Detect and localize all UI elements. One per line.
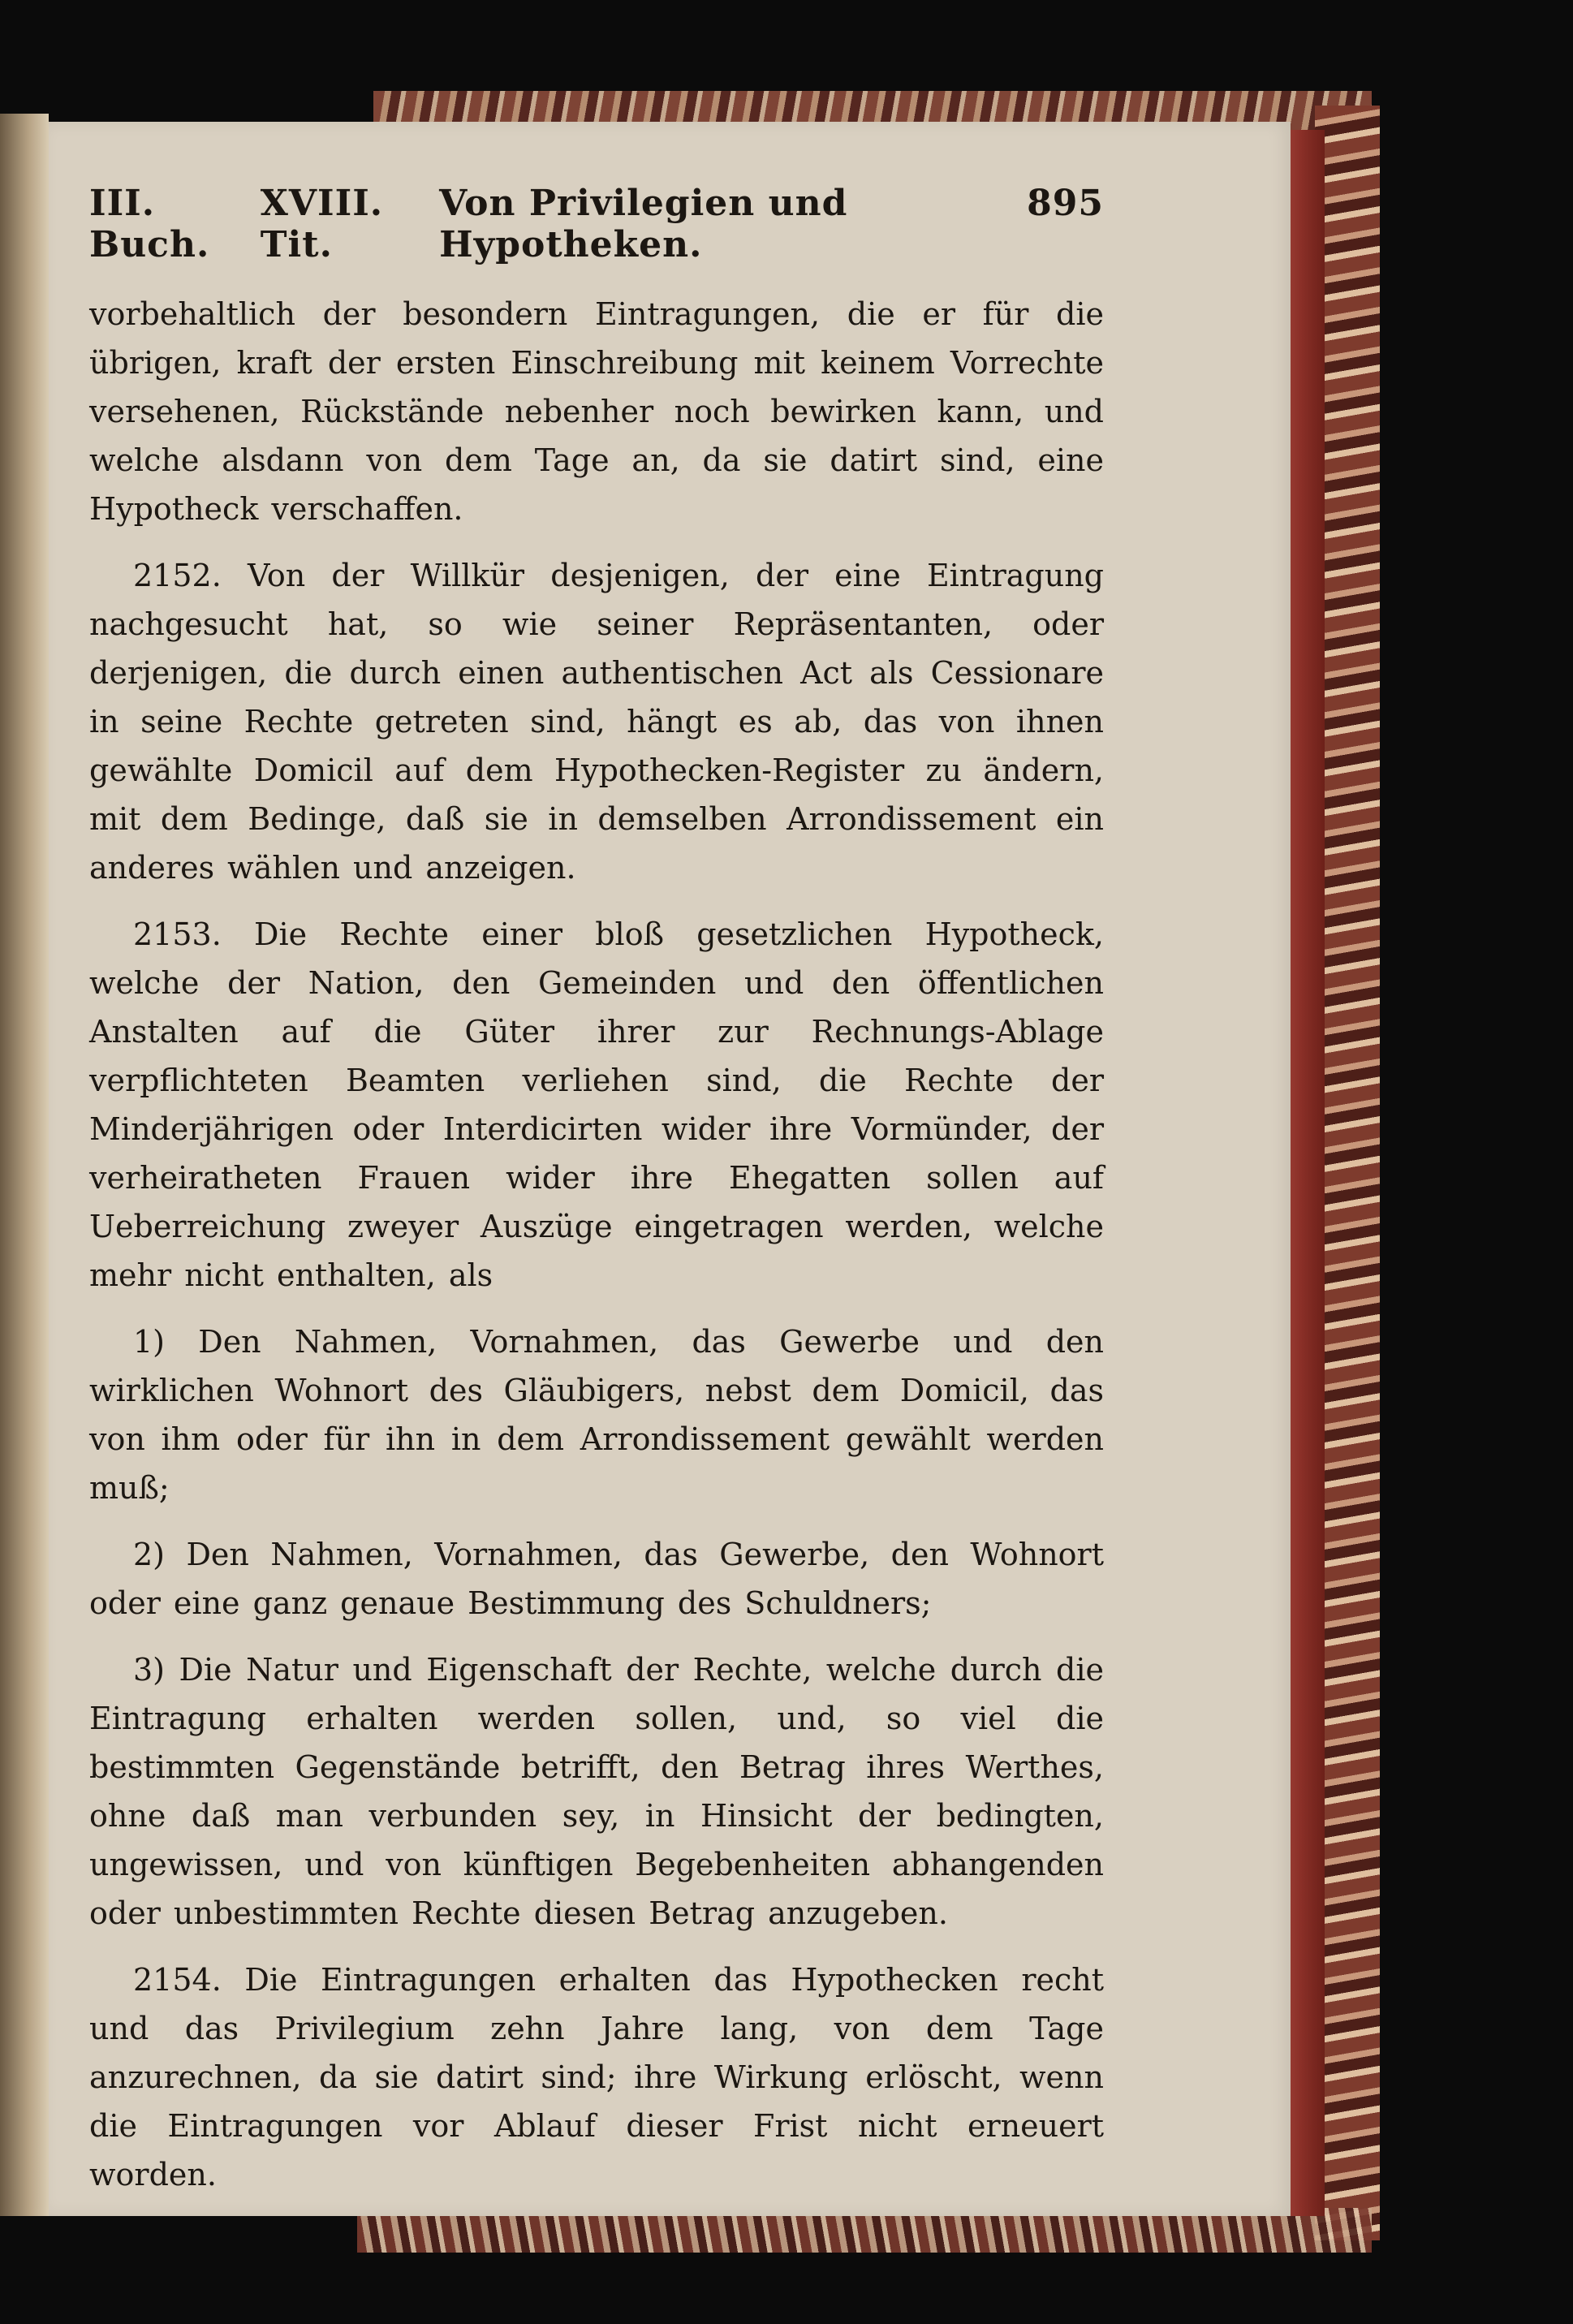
paragraph-continued: vorbehaltlich der besondern Eintragungen, die er für die übrigen, kraft der ersten Einschreibung mit keinem Vorrechte versehenen, Rückstände nebenher noch bewirken kann, und welche alsdann von dem Tage an, da sie datirt sind, eine Hypotheck verschaffen. [89,296,1104,527]
header-book: III. Buch. [89,183,210,265]
paragraph-2154: 2154. Die Eintragungen erhalten das Hypothecken recht und das Privilegium zehn Jahre lang, von dem Tage anzurechnen, da sie datirt sind; ihre Wirkung erlöscht, wenn die Eintragungen vor Ablauf dieser Frist nicht erneuert worden. [89,1962,1104,2192]
header-subject: Von Privilegien und Hypotheken. [439,183,848,265]
running-header [89,183,1104,265]
list-item-3: 3) Die Natur und Eigenschaft der Rechte, welche durch die Eintragung erhalten werden sollen, und, so viel die bestimmten Gegenstände betrifft, den Betrag ihres Werthes, ohne daß man verbunden sey, in Hinsicht der bedingten, ungewissen, und von künftigen Begebenheiten abhangenden oder unbestimmten Rechte diesen Betrag anzugeben. [89,1652,1104,1931]
paragraph-2153: 2153. Die Rechte einer bloß gesetzlichen Hypotheck, welche der Nation, den Gemeinden und den öffentlichen Anstalten auf die Güter ihrer zur Rechnungs-Ablage verpflichteten Beamten verliehen sind, die Rechte der Minderjährigen oder Interdicirten wider ihre Vormünder, der verheiratheten Frauen wider ihre Ehegatten sollen auf Ueberreichung zweyer Auszüge eingetragen werden, welche mehr nicht enthalten, als [89,916,1104,1293]
list-item-1: 1) Den Nahmen, Vornahmen, das Gewerbe und den wirklichen Wohnort des Gläubigers, nebst dem Domicil, das von ihm oder für ihn in dem Arrondissement gewählt werden muß; [89,1324,1104,1506]
left-page-edge [0,114,49,2216]
list-item-2: 2) Den Nahmen, Vornahmen, das Gewerbe, den Wohnort oder eine ganz genaue Bestimmung des Schuldners; [89,1537,1104,1621]
header-title: XVIII. Tit. [260,183,384,265]
page-number: 895 [1027,183,1104,224]
page-content [89,183,1104,2217]
body-text [89,290,1104,2199]
right-marbled-cover [1315,106,1380,2240]
paragraph-2152: 2152. Von der Willkür desjenigen, der eine Eintragung nachgesucht hat, so wie seiner Repräsentanten, oder derjenigen, die durch einen authentischen Act als Cessionare in seine Rechte getreten sind, hängt es ab, das von ihnen gewählte Domicil auf dem Hypothecken-Register zu ändern, mit dem Bedinge, daß sie in demselben Arrondissement ein anderes wählen und anzeigen. [89,558,1104,886]
